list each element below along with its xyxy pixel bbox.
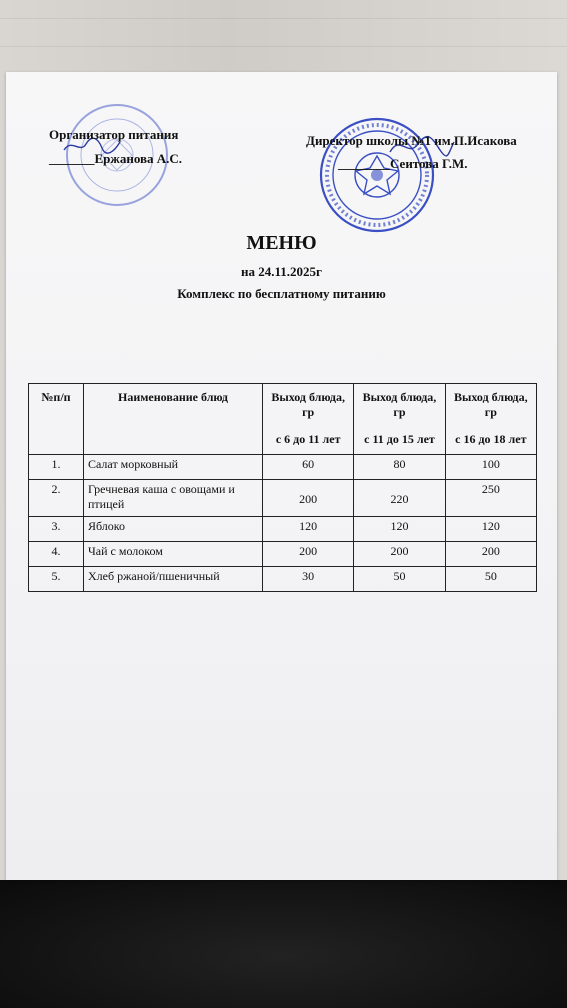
table-row bbox=[29, 480, 537, 517]
document-title: МЕНЮ bbox=[246, 232, 317, 254]
row-value-6-11: 200 bbox=[263, 542, 354, 567]
row-value-6-11: 120 bbox=[263, 517, 354, 542]
document-subtitle: Комплекс по бесплатному питанию bbox=[177, 286, 386, 301]
row-value-11-15: 220 bbox=[354, 480, 445, 517]
row-value-6-11: 200 bbox=[263, 480, 354, 517]
row-value-16-18: 120 bbox=[445, 517, 536, 542]
header-name: Наименование блюд bbox=[84, 384, 263, 455]
header-col1 bbox=[263, 384, 354, 455]
wall-panel-line bbox=[0, 18, 567, 19]
header-col3-top: Выход блюда, гр bbox=[454, 390, 528, 419]
row-value-11-15: 80 bbox=[354, 455, 445, 480]
row-name: Гречневая каша с овощами и птицей bbox=[84, 480, 263, 517]
document-date: на 24.11.2025г bbox=[241, 264, 322, 279]
header-col2-top: Выход блюда, гр bbox=[362, 390, 437, 419]
row-num: 2. bbox=[29, 480, 84, 517]
menu-table bbox=[28, 383, 537, 592]
director-title: Директор школы №1 им.П.Исакова bbox=[306, 133, 517, 148]
header-col3-sub: с 16 до 18 лет bbox=[455, 432, 527, 446]
wall-panel-line bbox=[0, 46, 567, 47]
header-col3 bbox=[445, 384, 536, 455]
table-row bbox=[29, 567, 537, 592]
row-name: Яблоко bbox=[84, 517, 263, 542]
row-value-16-18: 50 bbox=[445, 567, 536, 592]
header-col1-top: Выход блюда, гр bbox=[271, 390, 345, 419]
table-row bbox=[29, 455, 537, 480]
row-value-6-11: 60 bbox=[263, 455, 354, 480]
row-num: 4. bbox=[29, 542, 84, 567]
row-num: 1. bbox=[29, 455, 84, 480]
row-name: Чай с молоком bbox=[84, 542, 263, 567]
row-value-11-15: 50 bbox=[354, 567, 445, 592]
header-col2-sub: с 11 до 15 лет bbox=[364, 432, 435, 446]
director-signature-line: ________Сеитова Г.М. bbox=[338, 156, 468, 171]
organizer-title: Организатор питания bbox=[49, 127, 179, 142]
header-col2 bbox=[354, 384, 445, 455]
table-header-row bbox=[29, 384, 537, 455]
row-value-16-18: 100 bbox=[445, 455, 536, 480]
menu-sheet bbox=[6, 72, 557, 880]
row-value-11-15: 120 bbox=[354, 517, 445, 542]
table-row bbox=[29, 542, 537, 567]
organizer-signature-line: _______Ержанова А.С. bbox=[49, 151, 183, 166]
header-num: №п/п bbox=[29, 384, 84, 455]
row-value-11-15: 200 bbox=[354, 542, 445, 567]
row-num: 3. bbox=[29, 517, 84, 542]
row-num: 5. bbox=[29, 567, 84, 592]
row-value-6-11: 30 bbox=[263, 567, 354, 592]
row-name: Хлеб ржаной/пшеничный bbox=[84, 567, 263, 592]
row-name: Салат морковный bbox=[84, 455, 263, 480]
row-value-16-18: 250 bbox=[445, 480, 536, 517]
header-col1-sub: с 6 до 11 лет bbox=[275, 432, 341, 446]
table-row bbox=[29, 517, 537, 542]
row-value-16-18: 200 bbox=[445, 542, 536, 567]
dark-cloth bbox=[0, 880, 567, 1008]
